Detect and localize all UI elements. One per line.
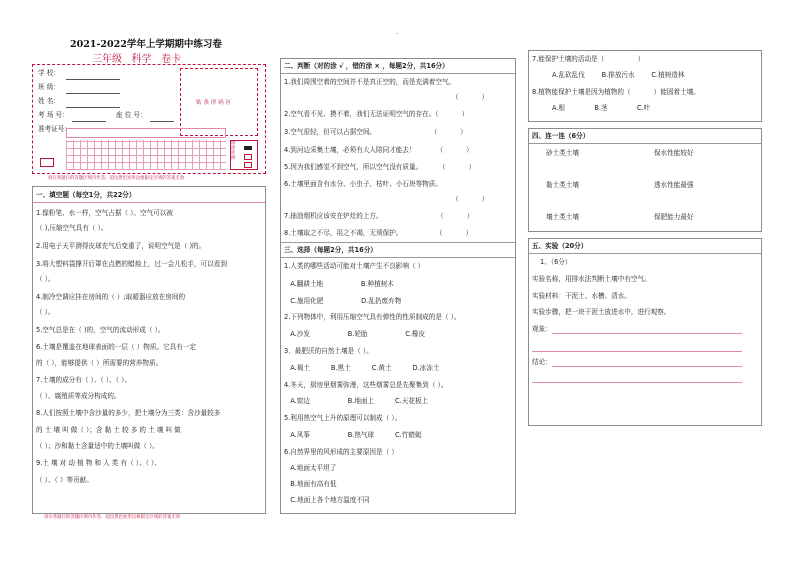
s1-line-8: 5.空气总是在（ )的，空气的流动形成（ ）。 xyxy=(36,326,165,334)
s3-line-3: C.施用化肥 D.乱扔废弃物 xyxy=(284,297,402,305)
s1-line-14: 的 土 壤 叫 做（ ）；含 黏 土 较 多 的 土 壤 叫 做 xyxy=(36,426,181,434)
s2-line-6: 6.土壤里面含有水分、小虫子、枯叶、小石块等物质。 xyxy=(284,180,442,188)
ticket-number-grid[interactable] xyxy=(66,140,226,170)
match-right-1[interactable]: 保水性能较好 xyxy=(654,149,694,157)
s2-line-4: 4.到河边采集土壤，必须有大人陪同才能去！ （ ） xyxy=(284,146,473,154)
section3-top-rule xyxy=(281,242,515,243)
s3-line-9: A.窗边 B.地面上 C.天花板上 xyxy=(284,397,429,405)
match-left-2[interactable]: 黏土类土壤 xyxy=(546,181,579,189)
s1-line-7: （ ）。 xyxy=(36,308,55,316)
school-line[interactable] xyxy=(66,79,120,80)
s2-paren-1[interactable]: （ ） xyxy=(452,93,489,101)
section4-title: 四、连一连（6分） xyxy=(532,132,590,140)
exp-number: 1、（6分） xyxy=(540,258,572,266)
s2-line-2: 2.空气看不见、摸不着，我们无法证明空气的存在。（ ） xyxy=(284,110,469,118)
s3-line-14: B.地面有高有低 xyxy=(284,480,337,488)
corner-box xyxy=(40,158,54,167)
ticket-number-row[interactable] xyxy=(66,128,226,138)
exam-no-line[interactable] xyxy=(72,121,106,122)
notice-bottom-left: 请在各题目的答题区域内作答，超出黑色矩形边框限定区域的答案无效 xyxy=(44,515,181,520)
name-label: 姓 名： xyxy=(38,97,60,105)
s1-line-15: （ ）；沙和黏土含量适中的土壤叫做（ ）。 xyxy=(36,442,159,450)
s1-line-10: 的（ ），能够提供（ ）所需要的营养物质。 xyxy=(36,359,163,367)
s1-line-9: 6.土壤是覆盖在地球表面的一层（ ）物质。它具有一定 xyxy=(36,343,197,351)
observe-line-1[interactable] xyxy=(552,333,742,334)
s3-line-2: A.翻耕土地 B.种植树木 xyxy=(284,280,394,288)
s2-line-1: 1.我们周围空着的空间并不是真正空的，而是充满着空气。 xyxy=(284,78,456,86)
match-left-3[interactable]: 壤土类土壤 xyxy=(546,213,579,221)
s3-line-5: A.沙发 B.轮胎 C.橡皮 xyxy=(284,330,426,338)
s2-line-5: 5.因为我们感觉不到空气，所以空气没有质量。 （ ） xyxy=(284,163,476,171)
observe-label: 观象： xyxy=(532,325,552,333)
section2-title-rule xyxy=(281,73,515,74)
s2-line-7: 7.抽油烟机应该安在炉灶的上方。 （ ） xyxy=(284,212,474,220)
barcode-label: 贴 条 形 码 区 xyxy=(196,100,232,106)
exam-no-label: 考 场 号： xyxy=(38,111,69,119)
s3-line-13: A.地面太平坦了 xyxy=(284,464,337,472)
s1-line-1: 1.像粉笔、水一样，空气占据（ ）。空气可以被 xyxy=(36,209,173,217)
q8-options: A.根 B.茎 C.叶 xyxy=(552,104,651,112)
empty-sample-1 xyxy=(244,154,252,160)
s1-line-5: （ ）。 xyxy=(36,275,55,283)
s3-line-10: 5.利用热空气上升的原理可以制成（ ）。 xyxy=(284,414,402,422)
s3-line-11: A.风筝 B.热气球 C.竹蜻蜓 xyxy=(284,431,422,439)
match-right-2[interactable]: 透水性能最强 xyxy=(654,181,694,189)
exp-material: 实验材料：干泥土、水槽、清水。 xyxy=(532,292,631,300)
q7-options: A.乱砍乱伐 B.排放污水 C.植树造林 xyxy=(552,71,685,79)
s2-paren-6[interactable]: （ ） xyxy=(452,195,489,203)
fill-example-label: 填涂样例 xyxy=(231,141,236,161)
q8-text: 8.植物能保护土壤是因为植物的（ ）能固着土壤。 xyxy=(532,88,700,96)
page-subtitle: 三年级 科学 卷卡 xyxy=(92,54,182,65)
conclusion-line-2[interactable] xyxy=(532,382,742,383)
s3-line-6: 3．最肥沃的自然土壤是（ ）。 xyxy=(284,347,373,355)
class-label: 班 级： xyxy=(38,83,60,91)
s1-line-6: 4.制冷空调应挂在房间的（ ）;取暖器应放在房间的 xyxy=(36,293,186,301)
s1-line-11: 7.土壤的成分有（ ）、（ ）、（ ）、 xyxy=(36,376,131,384)
ticket-no-label: 准考证号： xyxy=(38,125,71,133)
s1-line-13: 8.人们按照土壤中含沙量的多少，把土壤分为三类：含沙量较多 xyxy=(36,409,221,417)
s3-line-7: A.褐土 B.黑土 C.黄土 D.冰冻土 xyxy=(284,364,440,372)
s1-line-16: 9.土 壤 对 动 植 物 和 人 类 有（ ）、（ ）、 xyxy=(36,459,161,467)
filled-sample xyxy=(244,146,252,150)
school-label: 学 校： xyxy=(38,69,60,77)
section5-title: 五、实验（20分） xyxy=(532,242,588,250)
q7-text: 7.能保护土壤的活动是（ ） xyxy=(532,55,645,63)
section1-title: 一、填空题（每空1分，共22分） xyxy=(36,191,136,199)
empty-sample-2 xyxy=(244,162,252,168)
exp-steps: 实验步骤，把一块干泥土放进水中，进行观察。 xyxy=(532,308,671,316)
match-left-1[interactable]: 砂土类土壤 xyxy=(546,149,579,157)
conclusion-line-1[interactable] xyxy=(552,366,742,367)
s3-line-4: 2.下列物体中，利用压缩空气具有弹性的性质制成的是（ ）。 xyxy=(284,313,461,321)
section2-title: 二、判断（对的涂 √ ，错的涂 × ，每题2分，共16分） xyxy=(284,62,449,70)
seat-no-label: 座 位 号： xyxy=(116,111,147,119)
section1-title-rule xyxy=(33,202,265,203)
match-right-3[interactable]: 保肥能力最好 xyxy=(654,213,694,221)
section5-title-rule xyxy=(529,253,761,254)
page-title: 2021-2022学年上学期期中练习卷 xyxy=(70,39,222,50)
section3-title: 三、选择（每题2分，共16分） xyxy=(284,246,377,254)
s3-line-15: C.地面上各个地方温度不同 xyxy=(284,496,370,504)
exp-purpose: 实验名称，用排水法判断土壤中有空气。 xyxy=(532,275,651,283)
s3-line-1: 1.人类的哪些活动可能对土壤产生不良影响（ ） xyxy=(284,262,425,270)
s3-line-8: 4.冬天，厨房里烟雾弥漫，这些烟雾总是先聚集到（ ）。 xyxy=(284,381,448,389)
section3-title-rule xyxy=(281,257,515,258)
s1-line-17: （ ）、（ ）等贡献。 xyxy=(36,476,93,484)
name-line[interactable] xyxy=(66,107,120,108)
s1-line-2: （ ),压缩空气具有（ ）。 xyxy=(36,224,108,232)
seat-no-line[interactable] xyxy=(150,121,174,122)
class-line[interactable] xyxy=(66,93,120,94)
conclusion-label: 结论： xyxy=(532,358,552,366)
center-dot: . xyxy=(396,28,399,36)
observe-line-2[interactable] xyxy=(532,351,742,352)
section4-title-rule xyxy=(529,143,761,144)
s3-line-12: 6.自然界里的风形成的主要原因是（ ） xyxy=(284,448,398,456)
s1-line-12: （ ）、腐殖质等成分构成的。 xyxy=(36,392,121,400)
s2-line-3: 3.空气很轻，但可以占据空间。 （ ） xyxy=(284,128,467,136)
s1-line-4: 3.将大塑料袋撑开后罩在点燃的蜡烛上，过一会儿松手，可以看到 xyxy=(36,260,227,268)
s2-line-8: 8.土壤取之不尽，用之不竭，无须保护。 （ ） xyxy=(284,229,473,237)
notice-top: 请在各题目的答题区域内作答，超出黑色矩形边框限定区域的答案无效 xyxy=(48,176,185,181)
s1-line-3: 2.用电子天平测得皮球充气后变重了，说明空气是（ )的。 xyxy=(36,242,206,250)
